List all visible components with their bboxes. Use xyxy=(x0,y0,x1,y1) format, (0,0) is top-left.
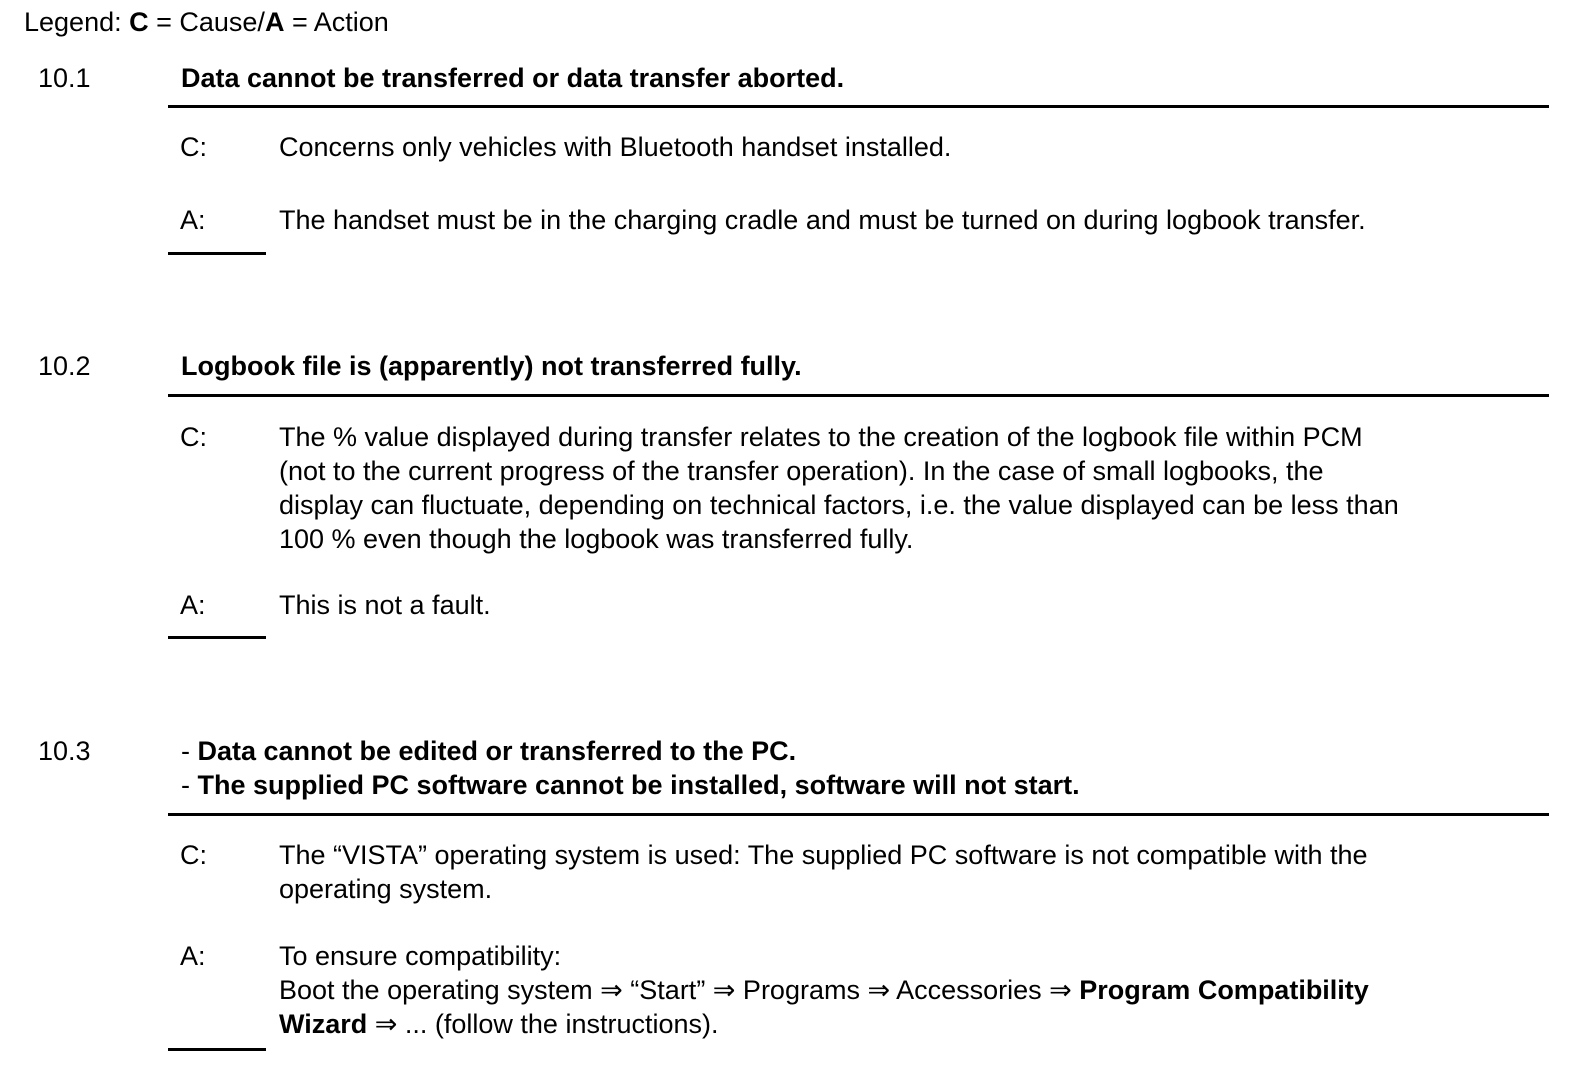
action-bold-text: Program Compatibility xyxy=(1079,975,1369,1005)
action-line: The handset must be in the charging cradle and must be turned on during logbook transfer. xyxy=(279,205,1366,235)
legend-prefix: Legend: xyxy=(24,7,130,37)
cause-label: C: xyxy=(180,132,207,162)
action-label: A: xyxy=(180,590,206,620)
action-label: A: xyxy=(180,205,206,235)
cause-label: C: xyxy=(180,840,207,870)
action-text xyxy=(279,203,1549,237)
cause-line: (not to the current progress of the transfer operation). In the case of small logbooks, the xyxy=(279,456,1324,486)
action-plain-text: Boot the operating system ⇒ “Start” ⇒ Programs ⇒ Accessories ⇒ xyxy=(279,975,1080,1005)
entry-end-rule xyxy=(168,636,266,639)
section-title xyxy=(181,61,844,95)
cause-line: The “VISTA” operating system is used: The supplied PC software is not compatible with the xyxy=(279,840,1368,870)
legend-action-text: = Action xyxy=(284,7,389,37)
entry-end-rule xyxy=(168,1048,266,1051)
section-divider xyxy=(168,394,1549,397)
section-divider xyxy=(168,105,1549,108)
cause-label: C: xyxy=(180,422,207,452)
cause-text xyxy=(279,420,1549,556)
cause-line: 100 % even though the logbook was transferred fully. xyxy=(279,524,914,554)
action-text xyxy=(279,939,1549,1041)
action-line xyxy=(279,973,1549,1007)
cause-line: The % value displayed during transfer relates to the creation of the logbook file within PCM xyxy=(279,422,1363,452)
action-text xyxy=(279,588,1549,622)
cause-line: Concerns only vehicles with Bluetooth handset installed. xyxy=(279,132,952,162)
action-line xyxy=(279,1007,1549,1041)
entry-end-rule xyxy=(168,252,266,255)
cause-text xyxy=(279,838,1549,906)
title-text: The supplied PC software cannot be installed, software will not start. xyxy=(197,770,1080,800)
section-title xyxy=(181,349,802,383)
title-dash: - xyxy=(181,736,198,766)
legend-action-key: A xyxy=(264,7,285,37)
legend-cause-key: C xyxy=(129,7,149,37)
action-label: A: xyxy=(180,941,206,971)
title-text: Data cannot be edited or transferred to the PC. xyxy=(197,736,797,766)
section-title-line xyxy=(181,768,1080,802)
cause-text xyxy=(279,130,1549,164)
section-title-line xyxy=(181,734,1080,768)
action-line: To ensure compatibility: xyxy=(279,941,562,971)
section-number: 10.3 xyxy=(38,736,91,766)
legend-cause-text: = Cause/ xyxy=(148,7,265,37)
action-line: This is not a fault. xyxy=(279,590,491,620)
legend xyxy=(24,5,389,39)
section-divider xyxy=(168,813,1549,816)
action-plain-text: ⇒ ... (follow the instructions). xyxy=(367,1009,719,1039)
cause-line: display can fluctuate, depending on technical factors, i.e. the value displayed can be less than xyxy=(279,490,1399,520)
title-dash: - xyxy=(181,770,198,800)
action-bold-text: Wizard xyxy=(279,1009,368,1039)
section-title-line: Data cannot be transferred or data transfer aborted. xyxy=(181,63,845,93)
section-title xyxy=(181,734,1080,802)
section-title-line: Logbook file is (apparently) not transferred fully. xyxy=(181,351,802,381)
section-number: 10.1 xyxy=(38,63,91,93)
cause-line: operating system. xyxy=(279,874,493,904)
section-number: 10.2 xyxy=(38,351,91,381)
